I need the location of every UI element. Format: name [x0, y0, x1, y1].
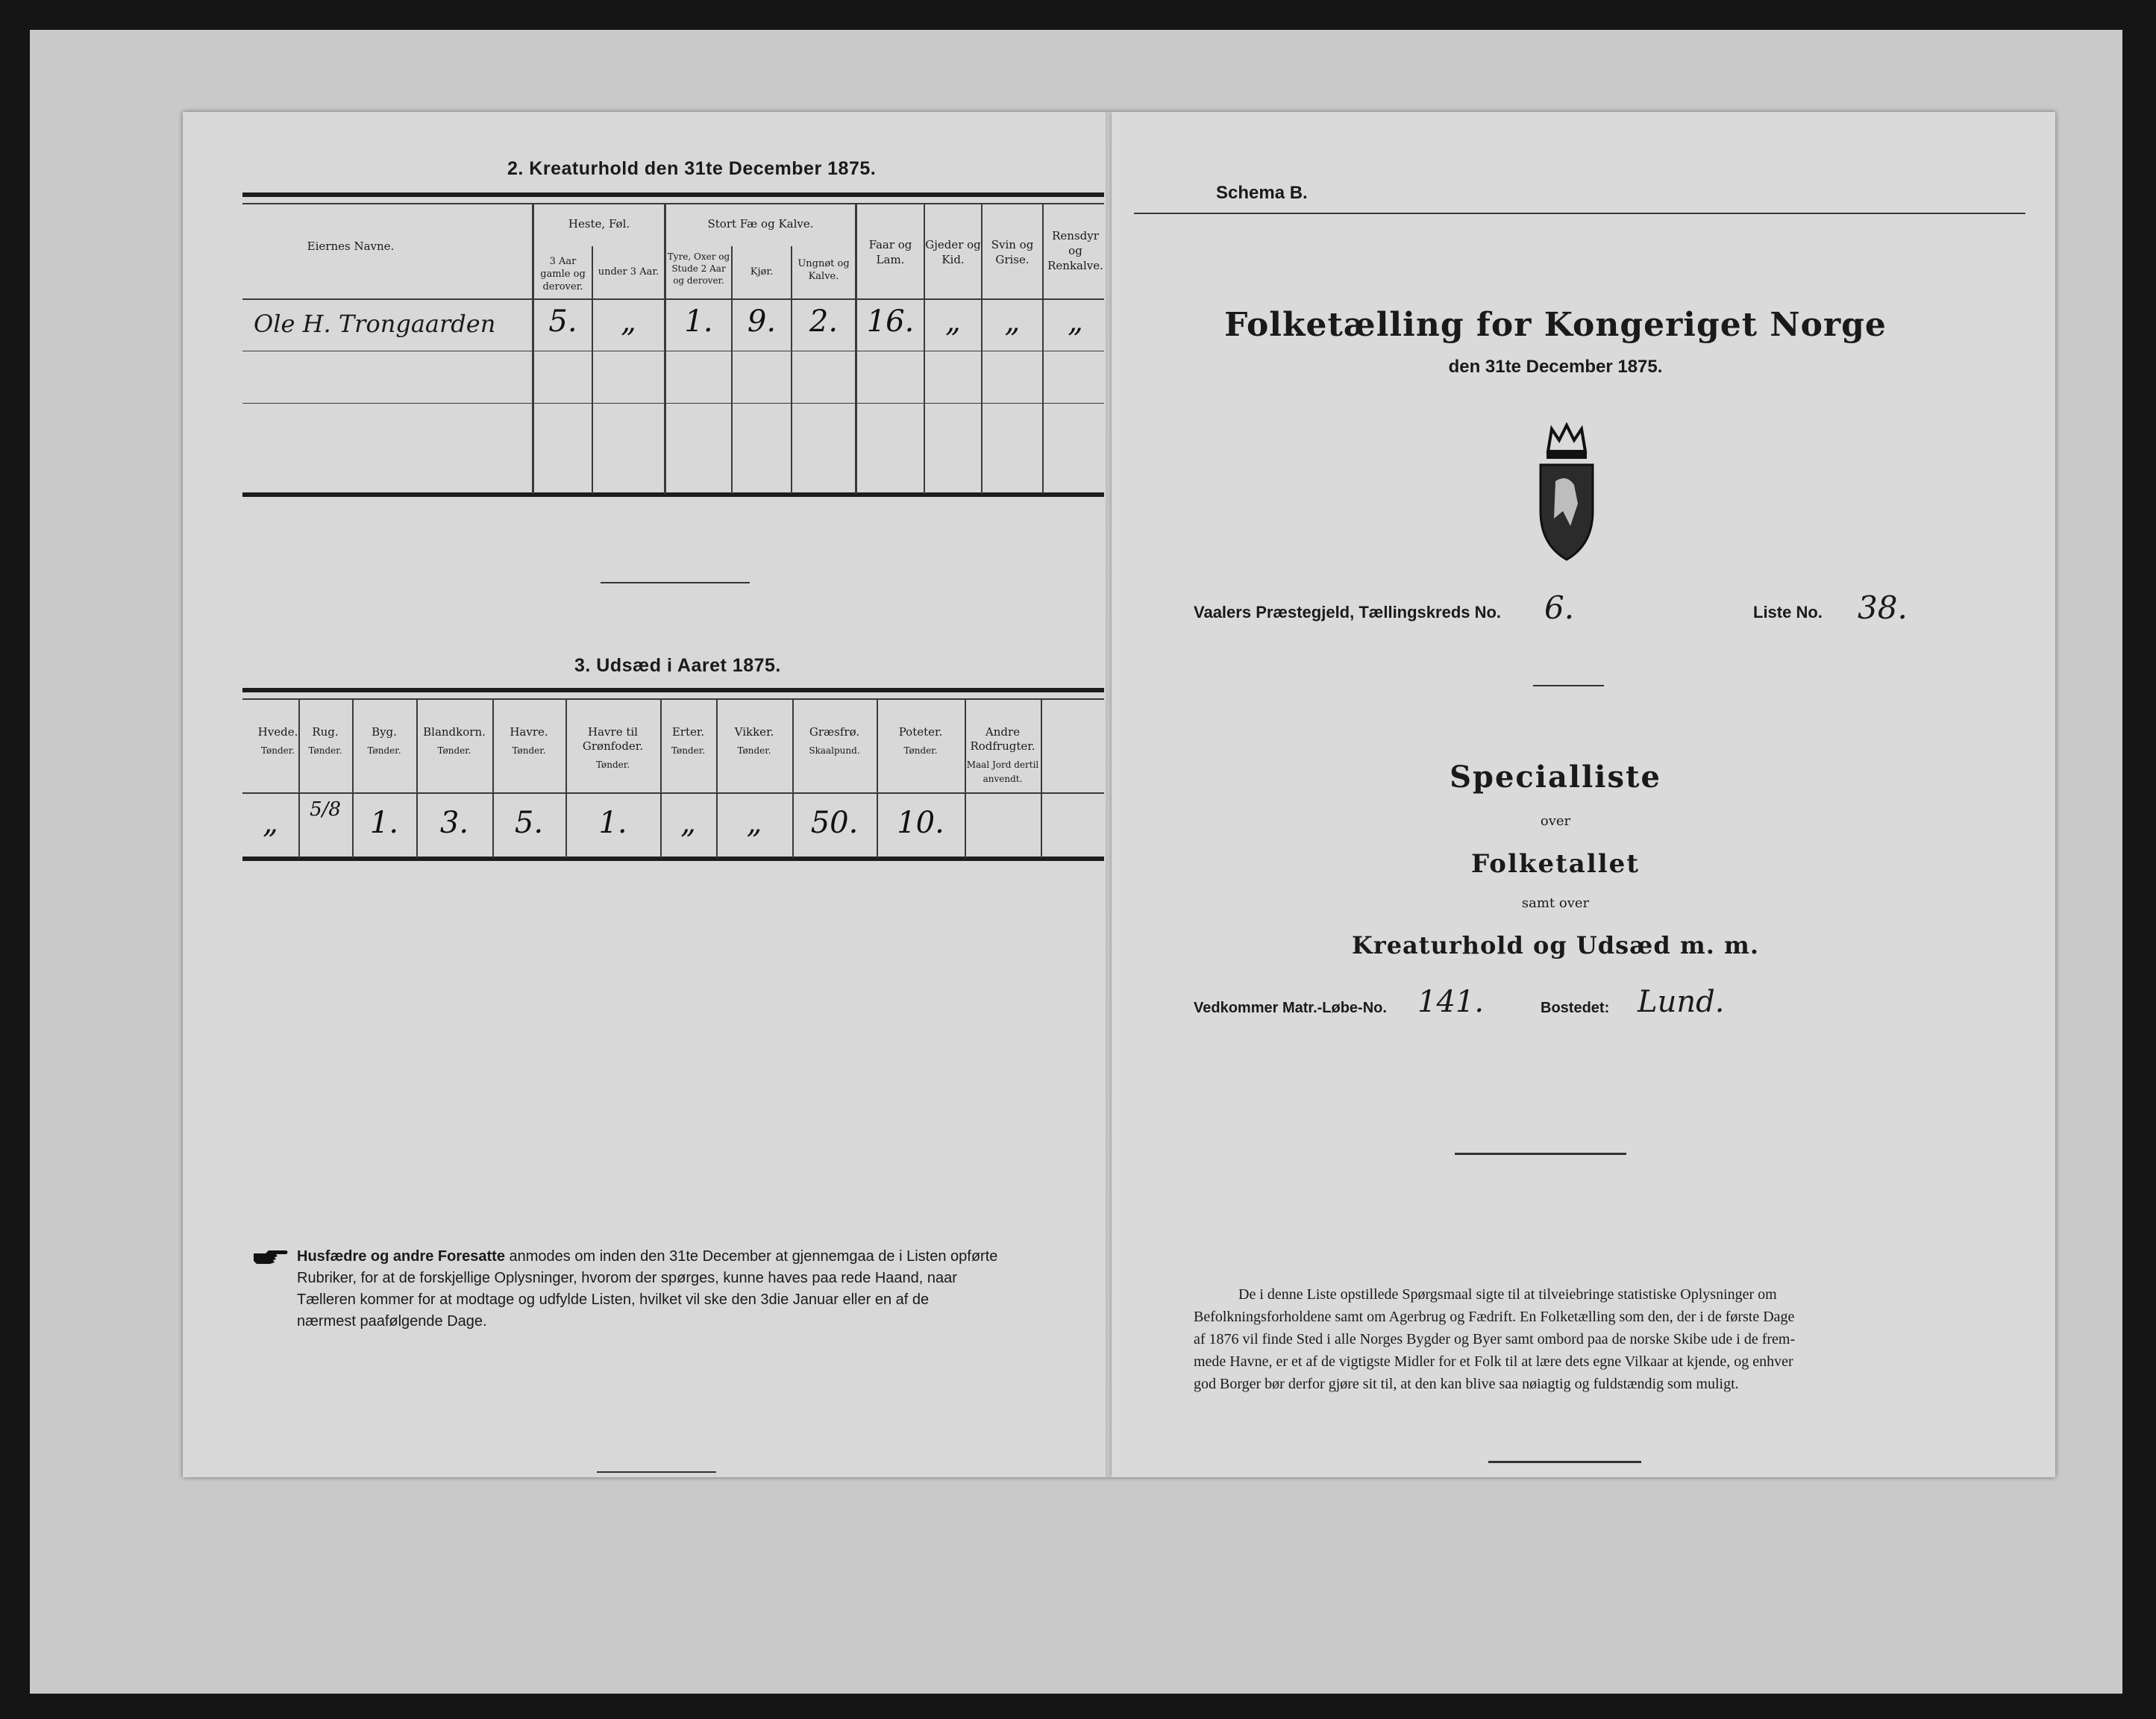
table3-header: [716, 725, 792, 758]
table3-bottom-rule: [242, 857, 1104, 861]
coat-of-arms-icon: [1533, 422, 1600, 563]
header-fae-c: Ungnøt og Kalve.: [797, 258, 850, 282]
value-rensdyr: „: [1068, 304, 1083, 339]
header-owner: Eiernes Navne.: [307, 239, 395, 253]
liste-number: 38.: [1858, 589, 1908, 626]
notice-line2: Rubriker, for at de forskjellige Oplysninger, hvorom der spørges, kunne haves paa rede Haand, naar: [297, 1270, 957, 1286]
header-rensdyr: Rensdyr og Renkalve.: [1047, 229, 1103, 272]
header-fae-a: Tyre, Oxer og Stude 2 Aar og derover.: [667, 251, 730, 286]
table3-value: 50.: [810, 806, 859, 840]
folketallet-label: Folketallet: [1471, 849, 1640, 879]
value-faar: 16.: [866, 304, 915, 339]
header-fae-b: Kjør.: [750, 266, 774, 278]
table3-value: „: [680, 806, 696, 840]
header-heste-b: under 3 Aar.: [598, 266, 659, 278]
table3-header-unit: Tønder.: [671, 745, 706, 756]
notice-lead: Husfædre og andre Foresatte: [297, 1248, 505, 1265]
table3-header-unit: Tønder.: [512, 745, 546, 756]
table3-header-name: Hvede.: [257, 725, 298, 739]
matr-label: Vedkommer Matr.-Løbe-No.: [1194, 1000, 1387, 1016]
table3-value: 3.: [439, 806, 469, 840]
value-svin: „: [1004, 304, 1021, 339]
table3-value: 1.: [369, 806, 399, 840]
table3-top-rule: [242, 688, 1104, 692]
explanation-paragraph: De i denne Liste opstillede Spørgsmaal sigte til at tilveiebringe statistiske Oplysninger om Befolkningsforholdene samt om Agerbrug og Fædrift. En Folketælling som den, der i de første Dage af 1876 vil finde Sted i alle Norges Bygder og Byer samt ombord paa de norske Skibe ude i de frem- mede Havne, er et af de vigtigste Midler for et Folk til at lære dets egne Vilkaar at kjende, og enhver god Borger bør derfor gjøre sit til, at den kan blive saa nøiagtig og fuldstændig som muligt.: [1194, 1286, 1796, 1392]
table3-header-name: Græsfrø.: [809, 725, 860, 739]
notice-line3: Tælleren kommer for at modtage og udfylde Listen, hvilket vil ske den 3die Januar eller en af de: [297, 1291, 930, 1308]
table3-header: [298, 725, 352, 758]
table3-header-unit: Tønder.: [737, 745, 771, 756]
kreds-number: 6.: [1544, 589, 1575, 626]
table3-value: 5.: [514, 806, 544, 840]
notice-line1: anmodes om inden den 31te December at gjennemgaa de i Listen opførte: [509, 1248, 998, 1265]
pointing-hand-icon: [252, 1247, 289, 1267]
bostedet-label: Bostedet:: [1541, 1000, 1610, 1016]
table3-header-unit: Tønder.: [903, 745, 938, 756]
section2-title: 2. Kreaturhold den 31te December 1875.: [507, 158, 877, 179]
prestegjeld-label: Vaalers Præstegjeld, Tællingskreds No.: [1194, 603, 1502, 621]
table3-header-name: Havre til Grønfoder.: [582, 725, 644, 753]
table3-header: [565, 725, 660, 772]
header-stort-fae: Stort Fæ og Kalve.: [707, 217, 814, 231]
value-heste-b: „: [621, 304, 636, 339]
table3-header-name: Vikker.: [734, 725, 774, 739]
table3-value: 5/8: [310, 798, 341, 821]
over-label: over: [1540, 813, 1571, 829]
table3-header-name: Erter.: [671, 725, 705, 739]
header-heste: Heste, Føl.: [568, 217, 630, 231]
table3-header: [492, 725, 565, 758]
table3-header-name: Havre.: [510, 725, 548, 739]
table3-header: [416, 725, 492, 758]
bostedet-value: Lund.: [1638, 985, 1725, 1019]
header-heste-a: 3 Aar gamle og derover.: [540, 256, 586, 292]
table2-top-rule: [242, 192, 1104, 197]
speciallist-title: Specialliste: [1450, 760, 1661, 795]
divider: [601, 582, 750, 583]
samt-over-label: samt over: [1521, 895, 1590, 911]
table3-column-rule: [1041, 698, 1042, 858]
census-date: den 31te December 1875.: [1448, 357, 1663, 377]
table3-header-unit: Tønder.: [308, 745, 342, 756]
notice-line4: nærmest paafølgende Dage.: [297, 1313, 487, 1330]
table3-header-unit: Tønder.: [367, 745, 401, 756]
table3-header-name: Poteter.: [898, 725, 943, 739]
table3-header: [877, 725, 965, 758]
table3-header-name: Andre Rodfrugter.: [970, 725, 1035, 753]
table2-bottom-rule: [242, 492, 1104, 497]
table3-header-name: Blandkorn.: [423, 725, 486, 739]
table3-value: 10.: [897, 806, 944, 840]
table3-header: [965, 725, 1041, 786]
table2-header-rule: [242, 298, 1104, 300]
table3-header-unit: Skaalpund.: [809, 745, 860, 756]
value-fae-c: 2.: [809, 304, 839, 339]
value-fae-b: 9.: [747, 304, 777, 339]
value-gjeder: „: [945, 304, 961, 339]
main-title: Folketælling for Kongeriget Norge: [1224, 306, 1887, 344]
table3-value: „: [746, 806, 762, 840]
table3-value: „: [263, 806, 278, 840]
header-svin: Svin og Grise.: [991, 238, 1034, 266]
schema-label: Schema B.: [1216, 183, 1308, 203]
table3-value: 1.: [598, 806, 627, 840]
table3-header: [250, 725, 306, 758]
table3-header-unit: Tønder.: [437, 745, 471, 756]
table3-header-unit: Maal Jord dertil anvendt.: [966, 760, 1039, 784]
table3-header-name: Byg.: [372, 725, 397, 739]
table3-header: [792, 725, 877, 758]
section3-title: 3. Udsæd i Aaret 1875.: [574, 655, 781, 676]
table3-header-unit: Tønder.: [260, 745, 295, 756]
header-gjeder: Gjeder og Kid.: [925, 238, 981, 266]
table3-column-rule: [298, 698, 300, 858]
liste-label: Liste No.: [1753, 603, 1823, 621]
table3-header: [660, 725, 716, 758]
value-fae-a: 1.: [684, 304, 713, 339]
header-faar: Faar og Lam.: [868, 238, 912, 266]
table3-header-unit: Tønder.: [595, 760, 630, 770]
kreaturhold-label: Kreaturhold og Udsæd m. m.: [1352, 931, 1759, 959]
table3-header-name: Rug.: [312, 725, 339, 739]
table3-header: [352, 725, 416, 758]
value-heste-a: 5.: [548, 304, 577, 339]
notice-block: [297, 1246, 1058, 1333]
matr-number: 141.: [1417, 985, 1485, 1019]
owner-name: Ole H. Trongaarden: [254, 310, 496, 338]
